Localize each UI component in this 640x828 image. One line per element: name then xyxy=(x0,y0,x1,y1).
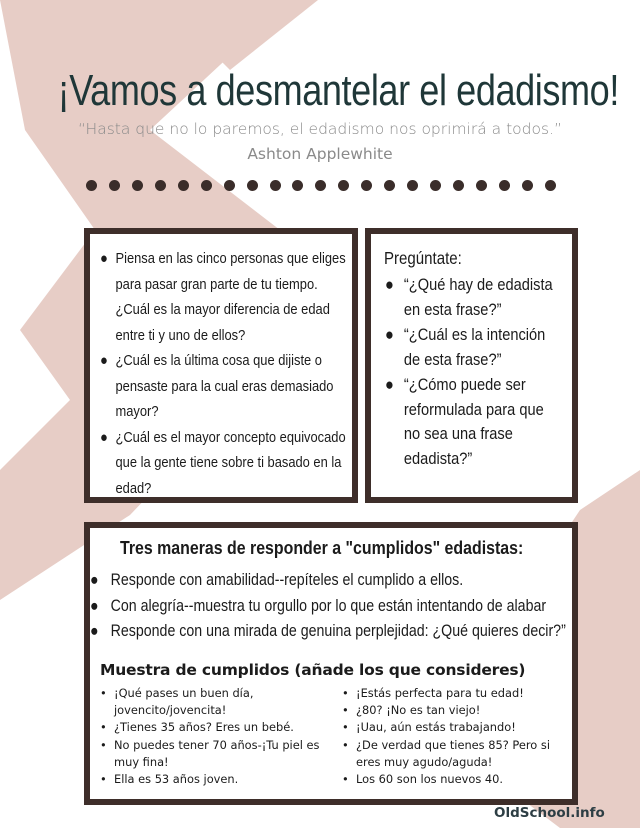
divider-dot xyxy=(224,180,235,191)
bullet-icon: ● xyxy=(90,571,99,589)
bullet-icon: • xyxy=(342,686,349,700)
list-item: • ¿Tienes 35 años? Eres un bebé. xyxy=(100,719,335,736)
divider-dot xyxy=(109,180,120,191)
list-item: • ¡Qué pases un buen día, jovencito/jovencita! xyxy=(100,686,254,718)
list-item: ● ¿Cuál es el mayor concepto equivocado que la gente tiene sobre ti basado en la edad? xyxy=(100,425,355,502)
bullet-icon: • xyxy=(342,772,349,787)
reflection-list xyxy=(100,246,355,501)
quote-text: “Hasta que no lo paremos, el edadismo nos oprimirá a todos.” xyxy=(77,120,562,138)
ask-list xyxy=(385,273,560,472)
list-item: ● ¿Cuál es la última cosa que dijiste o pensaste para la cual eras demasiado mayor? xyxy=(100,348,355,425)
divider-dot xyxy=(270,180,281,191)
dot-divider xyxy=(86,180,556,194)
divider-dot xyxy=(407,180,418,191)
divider-dot xyxy=(430,180,441,191)
divider-dot xyxy=(453,180,464,191)
bullet-icon: • xyxy=(342,703,349,718)
bullet-icon: ● xyxy=(100,428,108,446)
bullet-icon: • xyxy=(100,772,107,787)
ask-yourself-box xyxy=(365,228,578,503)
list-item: • ¿80? ¡No es tan viejo! xyxy=(342,702,577,719)
bullet-icon: ● xyxy=(100,352,108,369)
samples-list-right xyxy=(342,685,577,788)
bullet-icon: ● xyxy=(385,275,394,294)
divider-dot xyxy=(178,180,189,191)
page-title: ¡Vamos a desmantelar el edadismo! xyxy=(57,66,619,115)
list-item: ● Piensa en las cinco personas que eliges para pasar gran parte de tu tiempo. ¿Cuál es la mayor diferencia de edad entre ti y uno de ellos? xyxy=(100,246,355,348)
reflection-box xyxy=(84,228,358,503)
bullet-icon: ● xyxy=(385,375,394,394)
divider-dot xyxy=(338,180,349,191)
bullet-icon: • xyxy=(100,720,107,735)
divider-dot xyxy=(247,180,258,191)
list-item: • Ella es 53 años joven. xyxy=(100,771,335,788)
list-item: ● “¿Cuál es la intención de esta frase?” xyxy=(385,325,546,369)
samples-list-left xyxy=(100,685,335,788)
bullet-icon: • xyxy=(100,737,107,752)
ask-heading: Pregúntate: xyxy=(384,248,462,268)
list-item: ● “¿Qué hay de edadista en esta frase?” xyxy=(385,275,553,319)
list-item: • No puedes tener 70 años-¡Tu piel es muy fina! xyxy=(100,737,320,769)
bullet-icon: ● xyxy=(90,596,99,615)
list-item: ● Responde con amabilidad--repíteles el cumplido a ellos. xyxy=(90,568,572,594)
divider-dot xyxy=(384,180,395,191)
bullet-icon: ● xyxy=(385,325,394,344)
responses-box xyxy=(84,522,578,805)
footer-website: OldSchool.info xyxy=(494,805,605,821)
list-item: ● “¿Cómo puede ser reformulada para que no sea una frase edadista?” xyxy=(385,375,544,468)
quote-author: Ashton Applewhite xyxy=(247,145,393,163)
bullet-icon: • xyxy=(342,720,349,735)
divider-dot xyxy=(499,180,510,191)
list-item: • ¿De verdad que tienes 85? Pero si eres muy agudo/aguda! xyxy=(342,737,550,769)
divider-dot xyxy=(292,180,303,191)
samples-heading: Muestra de cumplidos (añade los que consideres) xyxy=(100,661,526,679)
bullet-icon: ● xyxy=(90,622,99,640)
bullet-icon: • xyxy=(342,737,349,752)
responses-list xyxy=(90,568,572,645)
divider-dot xyxy=(522,180,533,191)
divider-dot xyxy=(361,180,372,191)
list-item: ● Responde con una mirada de genuina perplejidad: ¿Qué quieres decir?” xyxy=(90,619,572,645)
divider-dot xyxy=(545,180,556,191)
divider-dot xyxy=(476,180,487,191)
list-item: ● Con alegría--muestra tu orgullo por lo que están intentando de alabar xyxy=(90,594,572,620)
list-item: • ¡Uau, aún estás trabajando! xyxy=(342,719,577,736)
bullet-icon: • xyxy=(100,686,107,700)
responses-heading: Tres maneras de responder a "cumplidos" edadistas: xyxy=(120,537,524,558)
divider-dot xyxy=(201,180,212,191)
list-item: • ¡Estás perfecta para tu edad! xyxy=(342,685,577,702)
divider-dot xyxy=(86,180,97,191)
bullet-icon: ● xyxy=(100,250,108,267)
divider-dot xyxy=(155,180,166,191)
divider-dot xyxy=(132,180,143,191)
divider-dot xyxy=(315,180,326,191)
list-item: • Los 60 son los nuevos 40. xyxy=(342,771,577,788)
